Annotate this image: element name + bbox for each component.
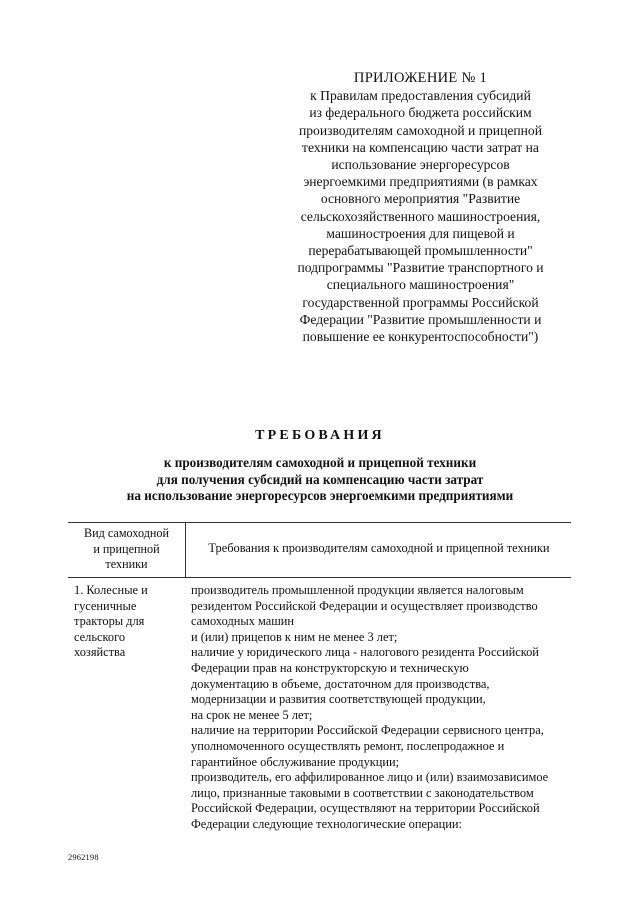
requirements-subtitle bbox=[0, 455, 640, 505]
appendix-line: использование энергоресурсов bbox=[331, 157, 510, 173]
requirement-line: производитель, его аффилированное лицо и (или) взаимозависимое bbox=[191, 770, 549, 785]
appendix-line: производителям самоходной и прицепной bbox=[298, 122, 543, 138]
header-type-line: техники bbox=[105, 557, 148, 572]
requirement-line: на срок не менее 5 лет; bbox=[191, 707, 313, 722]
requirement-line: и (или) прицепов к ним не менее 3 лет; bbox=[191, 629, 398, 644]
requirement-line: уполномоченного осуществлять ремонт, послепродажное и bbox=[191, 738, 505, 753]
appendix-line: машиностроения для пищевой и bbox=[326, 225, 515, 241]
appendix-line: специального машиностроения" bbox=[326, 277, 515, 293]
appendix-line: из федерального бюджета российским bbox=[309, 105, 532, 121]
table-row-type-cell bbox=[74, 583, 184, 661]
requirement-line: наличие у юридического лица - налогового резидента Российской bbox=[191, 645, 539, 660]
table-header-requirements: Требования к производителям самоходной и прицепной техники bbox=[208, 541, 550, 555]
subtitle-line: для получения субсидий на компенсацию части затрат bbox=[156, 471, 484, 487]
type-line: сельского bbox=[74, 629, 126, 644]
type-line: хозяйства bbox=[74, 645, 126, 660]
appendix-title: ПРИЛОЖЕНИЕ № 1 bbox=[353, 70, 488, 86]
requirement-line: самоходных машин bbox=[191, 614, 295, 629]
requirement-line: резидентом Российской Федерации и осуществляет производство bbox=[191, 598, 538, 613]
requirement-line: модернизации и развития соответствующей продукции, bbox=[191, 692, 486, 707]
table-header-type bbox=[68, 526, 185, 573]
appendix-line: перерабатывающей промышленности" bbox=[308, 243, 533, 259]
appendix-line: подпрограммы "Развитие транспортного и bbox=[297, 260, 544, 276]
requirement-line: Федерации следующие технологические операции: bbox=[191, 816, 463, 831]
requirement-line: производитель промышленной продукции является налоговым bbox=[191, 583, 524, 597]
appendix-line: техники на компенсацию части затрат на bbox=[302, 139, 539, 155]
subtitle-line: к производителям самоходной и прицепной техники bbox=[163, 455, 477, 470]
subtitle-line: на использование энергоресурсов энергоемкими предприятиями bbox=[126, 488, 514, 504]
appendix-line: сельскохозяйственного машиностроения, bbox=[300, 208, 541, 224]
requirement-line: наличие на территории Российской Федерации сервисного центра, bbox=[191, 723, 544, 738]
requirement-line: Федерации прав на конструкторскую и техническую bbox=[191, 660, 469, 675]
type-line: гусеничные bbox=[74, 598, 137, 613]
appendix-line: основного мероприятия "Развитие bbox=[320, 191, 521, 207]
requirement-line: Российской Федерации, осуществляют на территории Российской bbox=[191, 801, 540, 816]
table-top-border bbox=[68, 522, 571, 523]
appendix-line: Федерации "Развитие промышленности и bbox=[299, 311, 542, 327]
appendix-line: государственной программы Российской bbox=[302, 294, 539, 310]
header-type-line: Вид самоходной bbox=[83, 526, 170, 540]
appendix-line: повышение ее конкурентоспособности") bbox=[302, 329, 539, 345]
table-header-divider bbox=[185, 522, 186, 578]
requirement-line: гарантийное обслуживание продукции; bbox=[191, 754, 400, 769]
requirement-line: лицо, признанные таковыми в соответствии с законодательством bbox=[191, 785, 534, 800]
type-line: 1. Колесные и bbox=[74, 583, 148, 597]
appendix-line: к Правилам предоставления субсидий bbox=[310, 88, 531, 104]
appendix-line: энергоемкими предприятиями (в рамках bbox=[303, 174, 538, 190]
requirements-title: ТРЕБОВАНИЯ bbox=[255, 428, 385, 443]
table-row-requirements-cell bbox=[191, 583, 576, 833]
type-line: тракторы для bbox=[74, 614, 145, 629]
document-code: 2962198 bbox=[68, 853, 99, 862]
header-type-line: и прицепной bbox=[93, 541, 160, 556]
requirement-line: документацию в объеме, достаточном для производства, bbox=[191, 676, 490, 691]
table-header-bottom-border bbox=[68, 577, 571, 578]
appendix-block bbox=[268, 70, 573, 345]
